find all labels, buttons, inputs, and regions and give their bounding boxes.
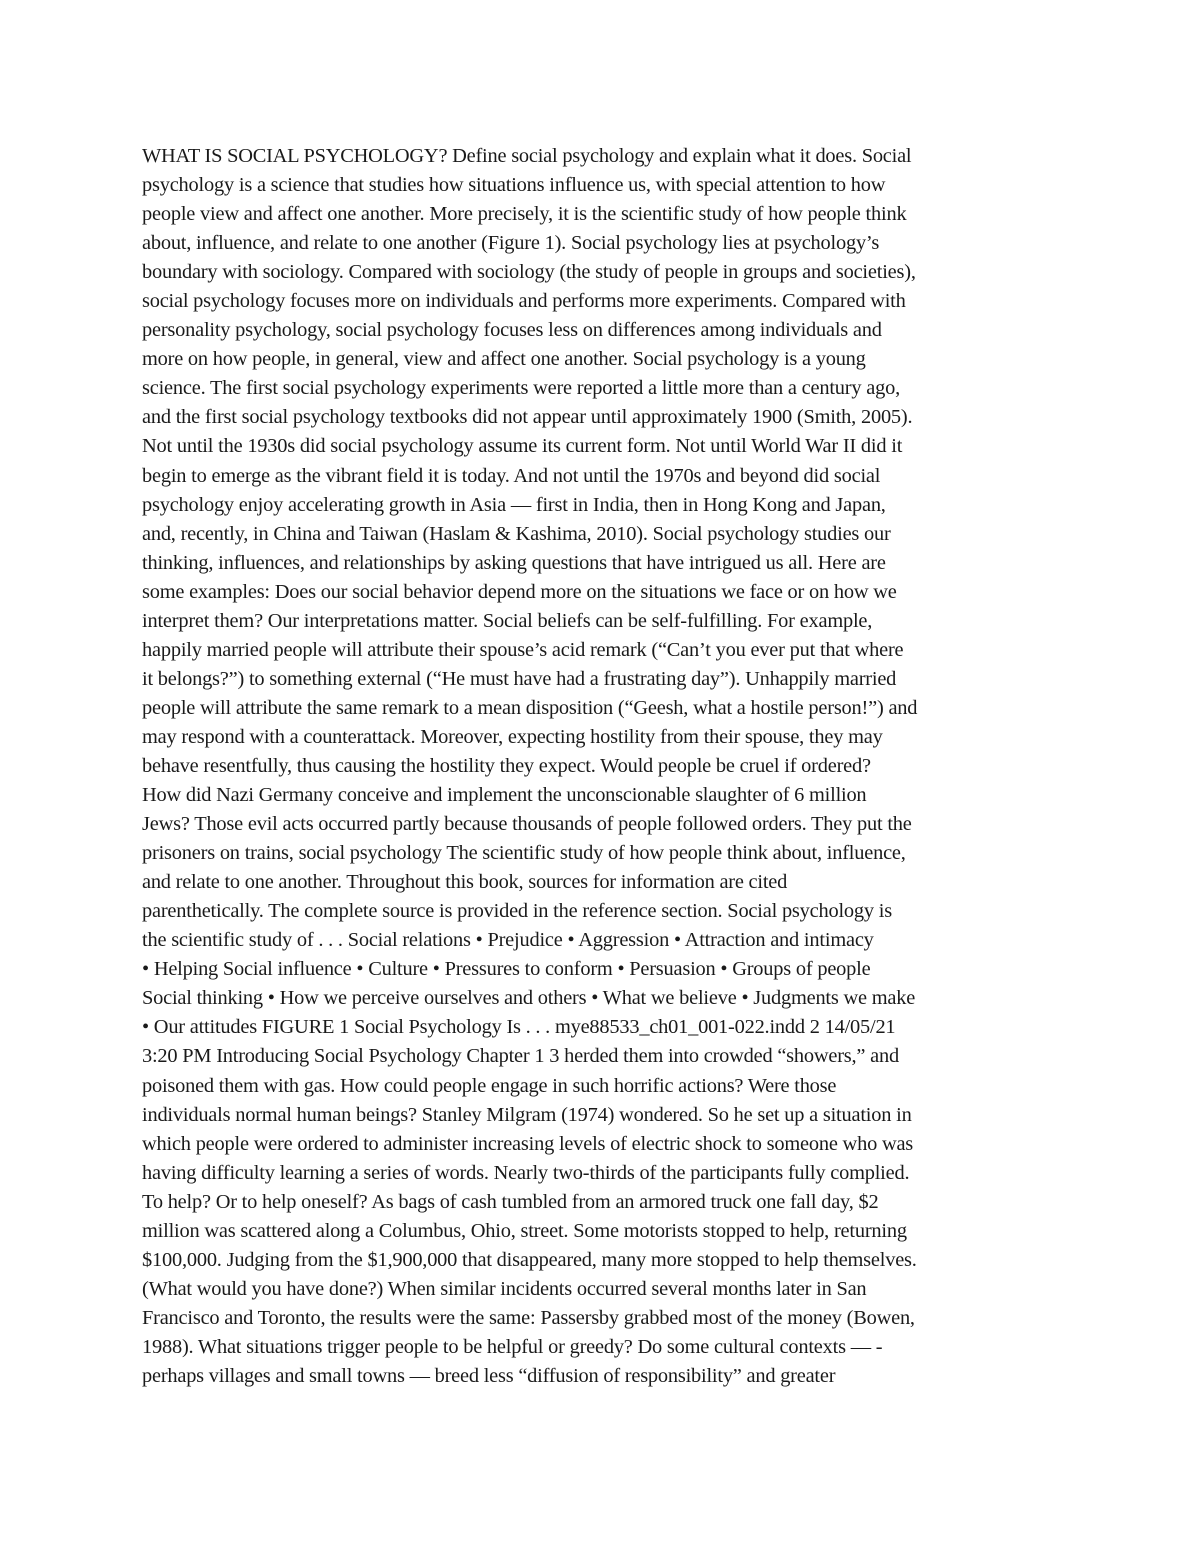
text-line: 1988). What situations trigger people to be helpful or greedy? Do some cultural contexts — - (142, 1335, 883, 1358)
text-line: Jews? Those evil acts occurred partly because thousands of people followed orders. They put the (142, 813, 912, 836)
text-line: and relate to one another. Throughout this book, sources for information are cited (142, 871, 788, 894)
text-line: boundary with sociology. Compared with sociology (the study of people in groups and societies), (142, 261, 916, 284)
text-line: million was scattered along a Columbus, Ohio, street. Some motorists stopped to help, returning (142, 1219, 907, 1242)
text-line: and the first social psychology textbooks did not appear until approximately 1900 (Smith, 2005). (142, 406, 913, 429)
text-line: having difficulty learning a series of words. Nearly two-thirds of the participants fully complied. (142, 1161, 910, 1184)
text-line: (What would you have done?) When similar incidents occurred several months later in San (142, 1277, 867, 1300)
text-line: perhaps villages and small towns — breed less “diffusion of responsibility” and greater (142, 1364, 836, 1387)
text-line: WHAT IS SOCIAL PSYCHOLOGY? Define social psychology and explain what it does. Social (142, 145, 912, 167)
text-line: • Our attitudes FIGURE 1 Social Psychology Is . . . mye88533_ch01_001-022.indd 2 14/05/21 (142, 1016, 896, 1039)
text-line: parenthetically. The complete source is provided in the reference section. Social psychology is (142, 900, 892, 923)
text-line: it belongs?”) to something external (“He must have had a frustrating day”). Unhappily married (142, 667, 897, 690)
text-line: individuals normal human beings? Stanley Milgram (1974) wondered. So he set up a situation in (142, 1103, 912, 1126)
text-line: behave resentfully, thus causing the hostility they expect. Would people be cruel if ordered? (142, 754, 871, 777)
text-line: social psychology focuses more on individuals and performs more experiments. Compared with (142, 290, 906, 313)
text-line: people view and affect one another. More precisely, it is the scientific study of how people think (142, 203, 907, 226)
body-text (142, 142, 1072, 1391)
text-line: $100,000. Judging from the $1,900,000 that disappeared, many more stopped to help themselves. (142, 1248, 917, 1271)
text-line: To help? Or to help oneself? As bags of cash tumbled from an armored truck one fall day, $2 (142, 1190, 879, 1213)
text-line: more on how people, in general, view and affect one another. Social psychology is a young (142, 348, 866, 371)
text-line: which people were ordered to administer increasing levels of electric shock to someone who was (142, 1132, 914, 1155)
text-line: Francisco and Toronto, the results were the same: Passersby grabbed most of the money (Bowen, (142, 1306, 915, 1329)
text-line: How did Nazi Germany conceive and implement the unconscionable slaughter of 6 million (142, 784, 867, 807)
text-line: 3:20 PM Introducing Social Psychology Chapter 1 3 herded them into crowded “showers,” and (142, 1045, 899, 1068)
text-line: Social thinking • How we perceive ourselves and others • What we believe • Judgments we make (142, 987, 916, 1010)
text-line: some examples: Does our social behavior depend more on the situations we face or on how we (142, 580, 897, 603)
text-line: psychology is a science that studies how situations influence us, with special attention to how (142, 174, 886, 197)
text-line: and, recently, in China and Taiwan (Haslam & Kashima, 2010). Social psychology studies our (142, 522, 891, 545)
text-line: begin to emerge as the vibrant field it is today. And not until the 1970s and beyond did social (142, 464, 881, 487)
text-line: prisoners on trains, social psychology The scientific study of how people think about, influence, (142, 842, 906, 865)
text-line: poisoned them with gas. How could people engage in such horrific actions? Were those (142, 1074, 837, 1097)
text-line: psychology enjoy accelerating growth in Asia — first in India, then in Hong Kong and Japan, (142, 493, 886, 516)
text-line: Not until the 1930s did social psychology assume its current form. Not until World War II did it (142, 435, 903, 458)
text-line: interpret them? Our interpretations matter. Social beliefs can be self-fulfilling. For example, (142, 609, 873, 632)
text-line: happily married people will attribute their spouse’s acid remark (“Can’t you ever put that where (142, 638, 904, 661)
text-line: personality psychology, social psychology focuses less on differences among individuals and (142, 319, 882, 342)
text-line: thinking, influences, and relationships by asking questions that have intrigued us all. Here are (142, 551, 886, 574)
text-line: about, influence, and relate to one another (Figure 1). Social psychology lies at psychology’s (142, 232, 880, 255)
text-line: may respond with a counterattack. Moreover, expecting hostility from their spouse, they may (142, 725, 883, 748)
text-line: the scientific study of . . . Social relations • Prejudice • Aggression • Attraction and intimacy (142, 929, 874, 952)
text-line: people will attribute the same remark to a mean disposition (“Geesh, what a hostile person!”) and (142, 696, 918, 719)
text-line: • Helping Social influence • Culture • Pressures to conform • Persuasion • Groups of people (142, 958, 871, 981)
text-line: science. The first social psychology experiments were reported a little more than a century ago, (142, 377, 900, 400)
